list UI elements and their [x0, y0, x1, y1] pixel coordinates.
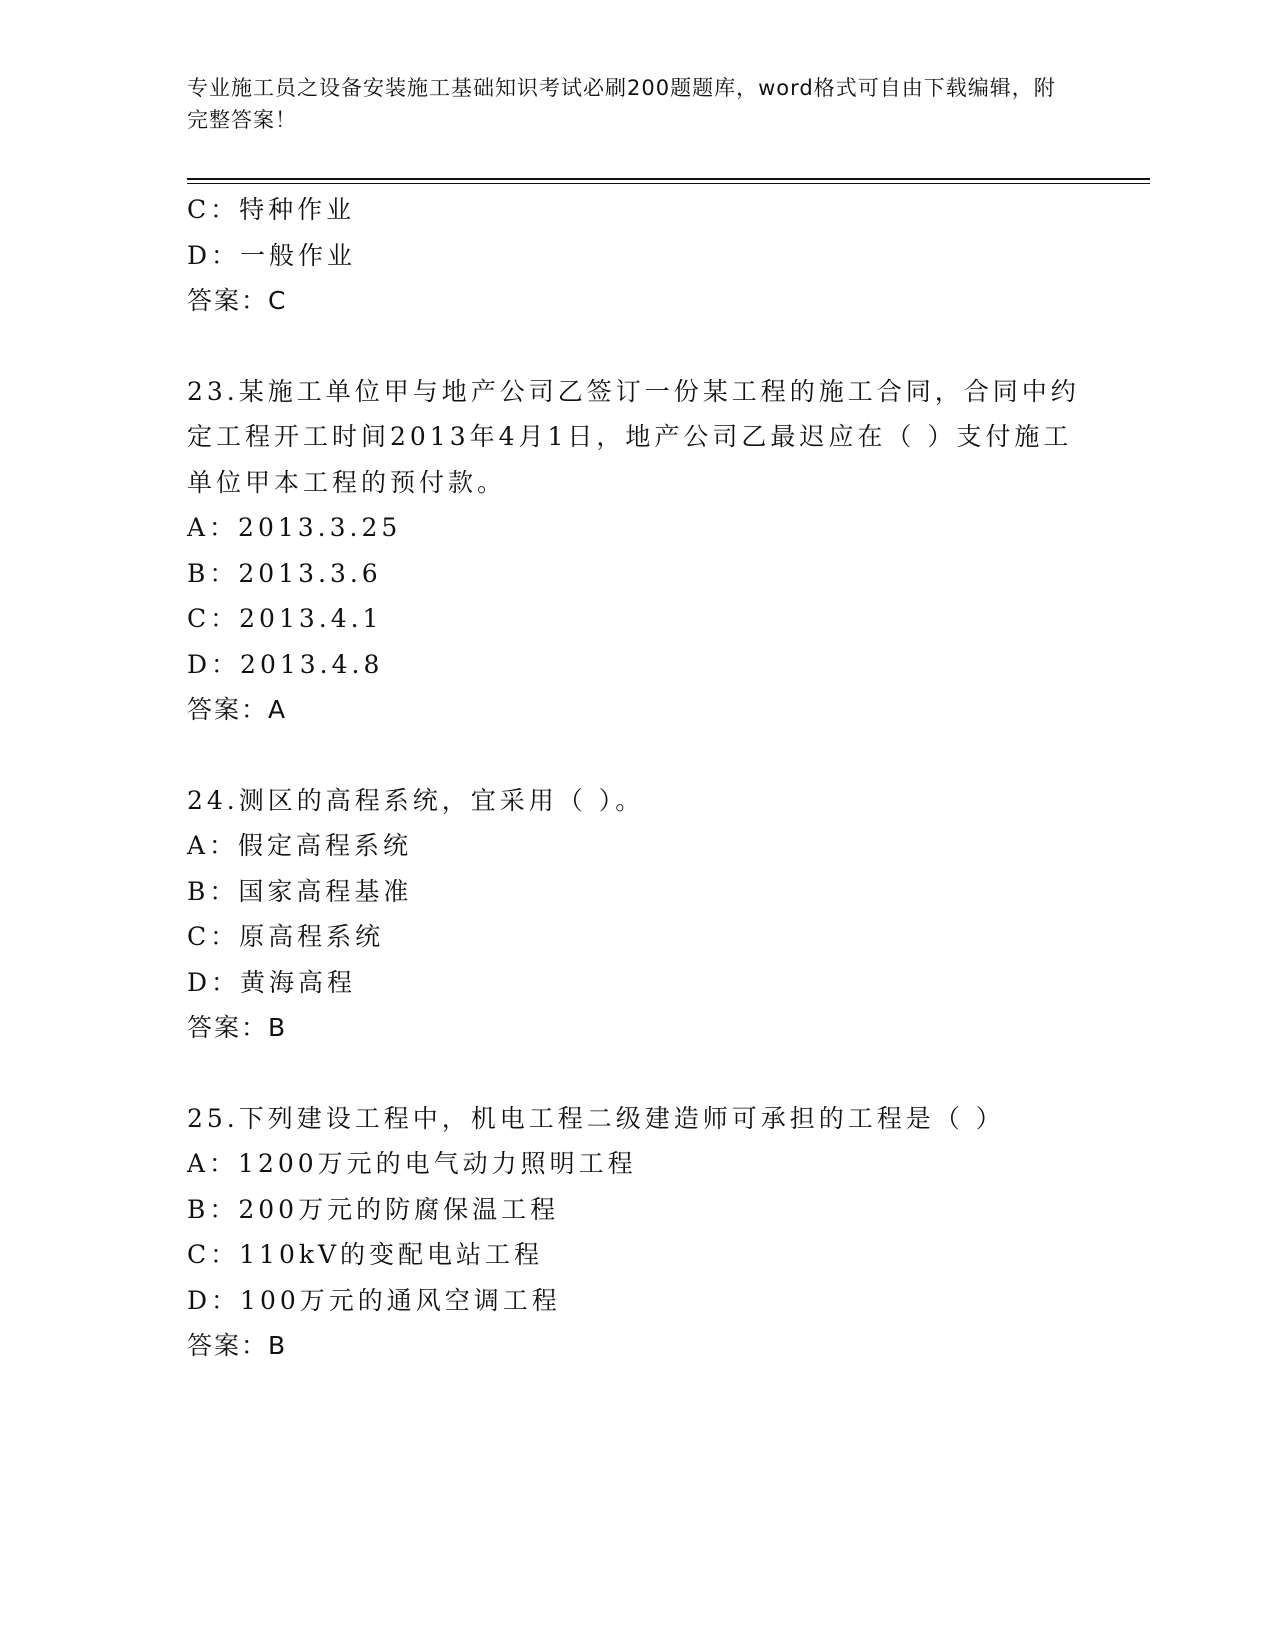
header-divider-thick	[187, 178, 1150, 180]
option-b: B：2013.3.6	[187, 558, 382, 588]
option-d: D：黄海高程	[187, 967, 357, 997]
question-text: 24.测区的高程系统，宜采用（ ）。	[187, 785, 645, 815]
option-a: A：假定高程系统	[187, 831, 413, 860]
option-c: C：110kV的变配电站工程	[187, 1240, 544, 1269]
question-25	[187, 1096, 1087, 1369]
question-text: 23.某施工单位甲与地产公司乙签订一份某工程的施工合同，合同中约定工程开工时间2013年4月1日，地产公司乙最迟应在（ ）支付施工单位甲本工程的预付款。	[187, 376, 1080, 497]
option-b: B：国家高程基准	[187, 876, 413, 906]
question-23	[187, 369, 1087, 733]
spacer	[187, 324, 1087, 369]
answer-line: 答案：B	[187, 1331, 288, 1360]
answer-line: 答案：C	[187, 286, 288, 315]
question-24	[187, 778, 1087, 1051]
option-c: C：特种作业	[187, 195, 356, 224]
option-a: A：1200万元的电气动力照明工程	[187, 1149, 637, 1178]
question-content	[187, 187, 1087, 1369]
question-22-tail	[187, 187, 1087, 324]
question-text: 25.下列建设工程中，机电工程二级建造师可承担的工程是（ ）	[187, 1103, 1005, 1133]
option-a: A：2013.3.25	[187, 513, 402, 542]
option-d: D：100万元的通风空调工程	[187, 1285, 561, 1315]
option-b: B：200万元的防腐保温工程	[187, 1194, 560, 1224]
header-divider-thin	[187, 183, 1150, 184]
option-d: D：一般作业	[187, 240, 357, 270]
page-header-title: 专业施工员之设备安装施工基础知识考试必刷200题题库，word格式可自由下载编辑，附完整答案！	[187, 76, 1056, 132]
spacer	[187, 733, 1087, 778]
answer-line: 答案：A	[187, 695, 288, 724]
answer-line: 答案：B	[187, 1013, 288, 1042]
option-c: C：原高程系统	[187, 922, 385, 951]
option-c: C：2013.4.1	[187, 604, 383, 633]
spacer	[187, 1051, 1087, 1096]
option-d: D：2013.4.8	[187, 649, 384, 679]
